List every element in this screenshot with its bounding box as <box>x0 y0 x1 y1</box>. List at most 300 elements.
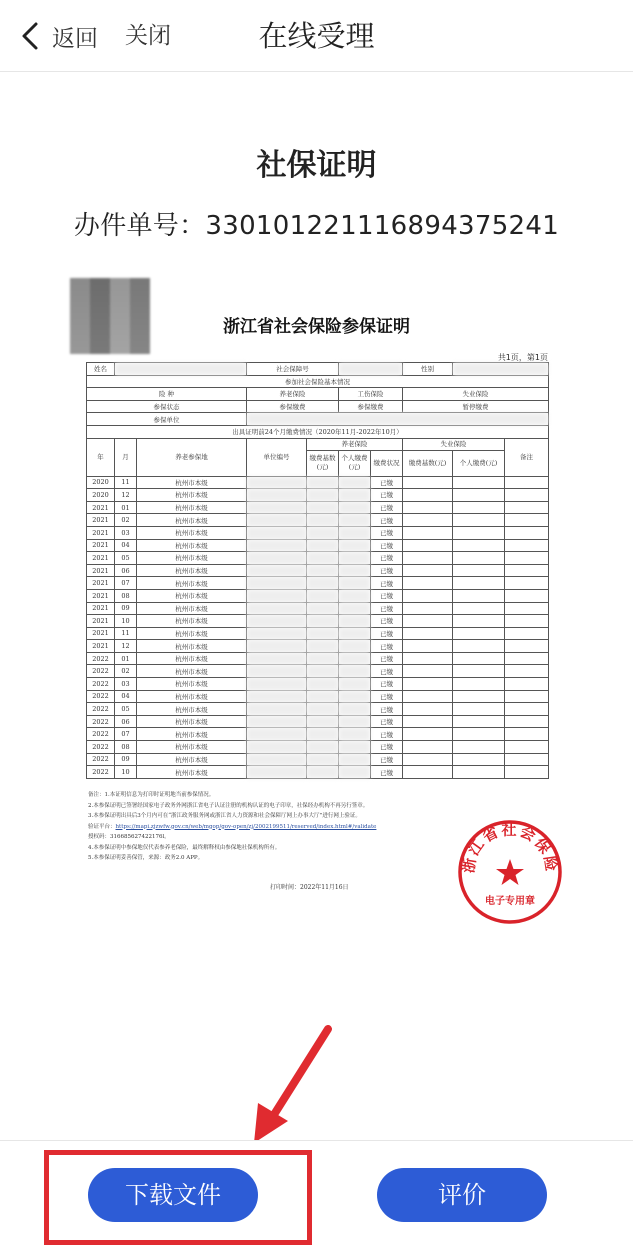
cell-year: 2021 <box>87 602 115 615</box>
cell-year: 2021 <box>87 627 115 640</box>
bottom-action-bar <box>0 1140 633 1251</box>
cell-unit-no <box>247 514 307 527</box>
page-info: 共1页，第1页 <box>497 353 548 362</box>
cell-remark <box>505 577 549 590</box>
table-row <box>87 552 549 565</box>
cell-year: 2022 <box>87 703 115 716</box>
cell-u-base <box>403 678 453 691</box>
table-row <box>87 652 549 665</box>
cell-status: 已缴 <box>371 741 403 754</box>
official-seal-icon <box>455 817 565 927</box>
cell-personal <box>339 678 371 691</box>
rate-button[interactable]: 评价 <box>377 1168 547 1222</box>
download-file-button[interactable]: 下载文件 <box>88 1168 258 1222</box>
cell-personal <box>339 741 371 754</box>
cell-remark <box>505 741 549 754</box>
cell-year: 2022 <box>87 728 115 741</box>
cell-month: 04 <box>115 690 137 703</box>
cell-status: 已缴 <box>371 766 403 779</box>
cell-place: 杭州市本级 <box>137 703 247 716</box>
cell-u-base <box>403 703 453 716</box>
note-verify <box>88 822 478 833</box>
cell-place: 杭州市本级 <box>137 741 247 754</box>
cell-personal <box>339 602 371 615</box>
cell-remark <box>505 514 549 527</box>
cell-unit-no <box>247 728 307 741</box>
cell-u-personal <box>453 627 505 640</box>
cell-personal <box>339 526 371 539</box>
cell-remark <box>505 665 549 678</box>
document-title: 社保证明 <box>256 148 377 183</box>
col-u-base: 缴费基数(元) <box>403 450 453 476</box>
cell-personal <box>339 766 371 779</box>
cell-year: 2022 <box>87 766 115 779</box>
cell-personal <box>339 615 371 628</box>
cell-month: 10 <box>115 766 137 779</box>
back-label: 返回 <box>52 25 98 52</box>
cell-u-personal <box>453 703 505 716</box>
cell-status: 已缴 <box>371 753 403 766</box>
cell-place: 杭州市本级 <box>137 552 247 565</box>
pension-label: 养老保险 <box>247 388 339 401</box>
cell-u-base <box>403 489 453 502</box>
nav-bar <box>0 0 633 72</box>
col-month: 月 <box>115 438 137 476</box>
unemployment-label: 失业保险 <box>403 388 549 401</box>
cell-personal <box>339 640 371 653</box>
cell-u-personal <box>453 602 505 615</box>
cell-place: 杭州市本级 <box>137 627 247 640</box>
cell-unit-no <box>247 715 307 728</box>
cell-base <box>307 627 339 640</box>
order-number-label: 办件单号： <box>73 211 206 241</box>
cell-personal <box>339 753 371 766</box>
cell-year: 2022 <box>87 715 115 728</box>
cell-year: 2021 <box>87 539 115 552</box>
cell-status: 已缴 <box>371 552 403 565</box>
table-row <box>87 564 549 577</box>
cell-status: 已缴 <box>371 501 403 514</box>
cell-u-base <box>403 652 453 665</box>
cell-status: 已缴 <box>371 602 403 615</box>
cell-remark <box>505 602 549 615</box>
order-number <box>0 205 633 242</box>
cell-year: 2020 <box>87 476 115 489</box>
pension-status: 参保缴费 <box>247 400 339 413</box>
note-2: 2.本参保证明已签署经国家电子政务外网浙江省电子认证注册的机构认证的电子印章，社保经办机构不再另行签章。 <box>88 802 369 809</box>
cell-personal <box>339 564 371 577</box>
injury-label: 工伤保险 <box>339 388 403 401</box>
cell-personal <box>339 703 371 716</box>
cell-remark <box>505 766 549 779</box>
cell-base <box>307 589 339 602</box>
cell-month: 08 <box>115 741 137 754</box>
cell-base <box>307 678 339 691</box>
cell-year: 2021 <box>87 577 115 590</box>
cell-u-base <box>403 766 453 779</box>
cell-year: 2021 <box>87 514 115 527</box>
col-status: 缴费状况 <box>371 450 403 476</box>
col-u-personal: 个人缴费(元) <box>453 450 505 476</box>
table-row <box>87 753 549 766</box>
cell-month: 02 <box>115 665 137 678</box>
table-row <box>87 501 549 514</box>
cell-month: 06 <box>115 715 137 728</box>
cell-year: 2022 <box>87 665 115 678</box>
cell-personal <box>339 552 371 565</box>
unit-label: 参保单位 <box>87 413 247 426</box>
cell-remark <box>505 615 549 628</box>
cell-place: 杭州市本级 <box>137 715 247 728</box>
cell-personal <box>339 627 371 640</box>
cell-place: 杭州市本级 <box>137 489 247 502</box>
cell-year: 2021 <box>87 564 115 577</box>
cell-month: 01 <box>115 501 137 514</box>
cell-status: 已缴 <box>371 640 403 653</box>
cell-month: 02 <box>115 514 137 527</box>
cell-personal <box>339 501 371 514</box>
cell-remark <box>505 627 549 640</box>
gender-value <box>453 363 549 376</box>
cell-place: 杭州市本级 <box>137 728 247 741</box>
cell-u-base <box>403 627 453 640</box>
cell-personal <box>339 539 371 552</box>
cell-base <box>307 552 339 565</box>
cell-personal <box>339 476 371 489</box>
cell-u-personal <box>453 501 505 514</box>
cell-u-personal <box>453 728 505 741</box>
cell-place: 杭州市本级 <box>137 615 247 628</box>
table-row <box>87 741 549 754</box>
cell-status: 已缴 <box>371 690 403 703</box>
cell-u-base <box>403 715 453 728</box>
cell-month: 05 <box>115 703 137 716</box>
cell-base <box>307 526 339 539</box>
table-row <box>87 589 549 602</box>
cell-status: 已缴 <box>371 715 403 728</box>
cell-place: 杭州市本级 <box>137 665 247 678</box>
cell-status: 已缴 <box>371 564 403 577</box>
cell-base <box>307 514 339 527</box>
cell-base <box>307 753 339 766</box>
cell-place: 杭州市本级 <box>137 564 247 577</box>
cell-unit-no <box>247 678 307 691</box>
cell-u-base <box>403 615 453 628</box>
cell-year: 2021 <box>87 501 115 514</box>
cell-unit-no <box>247 703 307 716</box>
cell-u-base <box>403 564 453 577</box>
cell-base <box>307 489 339 502</box>
id-label: 社会保障号 <box>247 363 339 376</box>
cell-u-base <box>403 501 453 514</box>
cell-status: 已缴 <box>371 665 403 678</box>
cell-unit-no <box>247 489 307 502</box>
cell-month: 07 <box>115 577 137 590</box>
cell-place: 杭州市本级 <box>137 678 247 691</box>
basic-info-caption: 参加社会保险基本情况 <box>87 375 549 388</box>
cell-u-personal <box>453 539 505 552</box>
notes <box>88 790 478 864</box>
cell-u-base <box>403 728 453 741</box>
insurance-table <box>86 362 549 779</box>
table-row <box>87 615 549 628</box>
cell-year: 2022 <box>87 652 115 665</box>
cell-u-personal <box>453 615 505 628</box>
cell-place: 杭州市本级 <box>137 476 247 489</box>
cell-year: 2022 <box>87 678 115 691</box>
note-5: 5.本参保证明妥善保管，来源：政务2.0 APP。 <box>88 855 204 861</box>
cell-place: 杭州市本级 <box>137 766 247 779</box>
cell-unit-no <box>247 627 307 640</box>
note-4: 4.本参保证明中参保地仅代表参养老保险，最终解释权由参保地社保机构所有。 <box>88 844 281 851</box>
cell-status: 已缴 <box>371 627 403 640</box>
cell-place: 杭州市本级 <box>137 640 247 653</box>
cell-unit-no <box>247 640 307 653</box>
back-button[interactable] <box>18 16 98 56</box>
cell-u-base <box>403 602 453 615</box>
cell-u-personal <box>453 564 505 577</box>
verify-label: 验证平台： <box>88 823 116 830</box>
cell-month: 09 <box>115 753 137 766</box>
table-row <box>87 514 549 527</box>
cell-u-personal <box>453 665 505 678</box>
table-row <box>87 526 549 539</box>
cell-base <box>307 602 339 615</box>
cell-u-base <box>403 476 453 489</box>
name-label: 姓名 <box>87 363 115 376</box>
cell-status: 已缴 <box>371 703 403 716</box>
cell-personal <box>339 728 371 741</box>
table-row <box>87 577 549 590</box>
cell-u-personal <box>453 640 505 653</box>
cell-remark <box>505 539 549 552</box>
cell-year: 2021 <box>87 589 115 602</box>
cell-year: 2020 <box>87 489 115 502</box>
cell-unit-no <box>247 602 307 615</box>
cell-u-personal <box>453 766 505 779</box>
chevron-left-icon <box>18 21 42 51</box>
cell-u-base <box>403 690 453 703</box>
cell-status: 已缴 <box>371 589 403 602</box>
cell-base <box>307 665 339 678</box>
cell-remark <box>505 552 549 565</box>
cell-u-base <box>403 514 453 527</box>
cell-personal <box>339 665 371 678</box>
cell-unit-no <box>247 564 307 577</box>
cell-month: 10 <box>115 615 137 628</box>
cell-base <box>307 640 339 653</box>
page-title: 在线受理 <box>258 19 375 53</box>
cell-u-personal <box>453 715 505 728</box>
verify-link[interactable]: https://mapi.zjzwfw.gov.cn/web/mgop/gov-open/zj/2002199511/reserved/index.html#/validate <box>115 823 377 830</box>
cell-year: 2022 <box>87 753 115 766</box>
table-row <box>87 489 549 502</box>
cell-unit-no <box>247 539 307 552</box>
table-row <box>87 665 549 678</box>
cell-remark <box>505 652 549 665</box>
cell-place: 杭州市本级 <box>137 652 247 665</box>
cell-month: 04 <box>115 539 137 552</box>
cell-unit-no <box>247 577 307 590</box>
col-personal: 个人缴费(元) <box>339 450 371 476</box>
cell-u-personal <box>453 652 505 665</box>
cell-remark <box>505 476 549 489</box>
cell-remark <box>505 640 549 653</box>
cell-status: 已缴 <box>371 577 403 590</box>
cell-base <box>307 564 339 577</box>
order-number-value: 330101221116894375241 <box>205 211 560 241</box>
cell-year: 2021 <box>87 640 115 653</box>
cell-u-base <box>403 589 453 602</box>
col-place: 养老参保地 <box>137 438 247 476</box>
cell-month: 11 <box>115 627 137 640</box>
cell-u-base <box>403 539 453 552</box>
cell-base <box>307 703 339 716</box>
cell-base <box>307 715 339 728</box>
col-unemployment-group: 失业保险 <box>403 438 505 450</box>
table-row <box>87 476 549 489</box>
note-auth-code: 授权码：316685627422176l。 <box>88 834 170 840</box>
cell-place: 杭州市本级 <box>137 589 247 602</box>
cell-remark <box>505 589 549 602</box>
cell-u-personal <box>453 690 505 703</box>
cell-personal <box>339 690 371 703</box>
cell-u-base <box>403 753 453 766</box>
cell-status: 已缴 <box>371 489 403 502</box>
cell-status: 已缴 <box>371 728 403 741</box>
name-value <box>115 363 247 376</box>
cell-u-personal <box>453 526 505 539</box>
cell-place: 杭州市本级 <box>137 526 247 539</box>
injury-status: 参保缴费 <box>339 400 403 413</box>
status-label: 参保状态 <box>87 400 247 413</box>
col-base: 缴费基数(元) <box>307 450 339 476</box>
cell-base <box>307 539 339 552</box>
table-row <box>87 640 549 653</box>
cell-remark <box>505 489 549 502</box>
cell-personal <box>339 489 371 502</box>
cell-unit-no <box>247 552 307 565</box>
cell-month: 01 <box>115 652 137 665</box>
cell-personal <box>339 589 371 602</box>
cell-unit-no <box>247 589 307 602</box>
cell-remark <box>505 703 549 716</box>
cell-place: 杭州市本级 <box>137 690 247 703</box>
cell-base <box>307 476 339 489</box>
insurance-type-label: 险 种 <box>87 388 247 401</box>
cell-month: 03 <box>115 526 137 539</box>
col-unit-no: 单位编号 <box>247 438 307 476</box>
close-button[interactable]: 关闭 <box>125 23 171 49</box>
cell-month: 08 <box>115 589 137 602</box>
cell-u-base <box>403 665 453 678</box>
table-row <box>87 766 549 779</box>
cell-u-personal <box>453 514 505 527</box>
cell-place: 杭州市本级 <box>137 501 247 514</box>
certificate-preview[interactable] <box>60 272 573 907</box>
col-year: 年 <box>87 438 115 476</box>
cell-base <box>307 766 339 779</box>
table-row <box>87 728 549 741</box>
cell-remark <box>505 715 549 728</box>
cell-year: 2021 <box>87 615 115 628</box>
cell-u-base <box>403 552 453 565</box>
cell-unit-no <box>247 501 307 514</box>
table-row <box>87 539 549 552</box>
certificate-title: 浙江省社会保险参保证明 <box>223 317 410 337</box>
col-pension-group: 养老保险 <box>307 438 403 450</box>
cell-unit-no <box>247 615 307 628</box>
cell-unit-no <box>247 526 307 539</box>
cell-year: 2021 <box>87 552 115 565</box>
unit-value <box>247 413 549 426</box>
cell-place: 杭州市本级 <box>137 577 247 590</box>
cell-base <box>307 615 339 628</box>
cell-remark <box>505 753 549 766</box>
cell-u-base <box>403 577 453 590</box>
cell-status: 已缴 <box>371 476 403 489</box>
cell-u-personal <box>453 753 505 766</box>
cell-unit-no <box>247 741 307 754</box>
table-row <box>87 678 549 691</box>
col-remark: 备注 <box>505 438 549 476</box>
cell-unit-no <box>247 476 307 489</box>
cell-u-personal <box>453 577 505 590</box>
cell-month: 11 <box>115 476 137 489</box>
table-row <box>87 690 549 703</box>
cell-month: 12 <box>115 640 137 653</box>
seal-bottom-text: 电子专用章 <box>485 896 535 907</box>
cell-status: 已缴 <box>371 514 403 527</box>
cell-personal <box>339 514 371 527</box>
table-row <box>87 715 549 728</box>
cell-personal <box>339 577 371 590</box>
cell-month: 06 <box>115 564 137 577</box>
cell-u-personal <box>453 678 505 691</box>
cell-place: 杭州市本级 <box>137 602 247 615</box>
cell-remark <box>505 526 549 539</box>
gender-label: 性别 <box>403 363 453 376</box>
cell-base <box>307 690 339 703</box>
cell-remark <box>505 728 549 741</box>
cell-remark <box>505 690 549 703</box>
cell-place: 杭州市本级 <box>137 753 247 766</box>
print-time: 打印时间：2022年11月16日 <box>270 884 349 891</box>
cell-u-base <box>403 640 453 653</box>
cell-base <box>307 577 339 590</box>
cell-month: 12 <box>115 489 137 502</box>
period-caption: 出具证明前24个月缴费情况（2020年11月-2022年10月） <box>87 425 549 438</box>
cell-base <box>307 652 339 665</box>
payment-rows <box>87 476 549 778</box>
cell-month: 03 <box>115 678 137 691</box>
cell-u-base <box>403 741 453 754</box>
cell-year: 2022 <box>87 690 115 703</box>
note-3: 3.本参保证明出具后3个月内可在“浙江政务服务网或浙江省人力资源和社会保障厅网上办事大厅”进行网上验证。 <box>88 813 361 819</box>
cell-status: 已缴 <box>371 526 403 539</box>
cell-remark <box>505 501 549 514</box>
cell-base <box>307 728 339 741</box>
cell-month: 09 <box>115 602 137 615</box>
seal-text: 浙江省社会保险 <box>459 820 561 875</box>
cell-u-personal <box>453 741 505 754</box>
cell-u-base <box>403 526 453 539</box>
cell-u-personal <box>453 476 505 489</box>
cell-unit-no <box>247 690 307 703</box>
cell-year: 2022 <box>87 741 115 754</box>
unemployment-status: 暂停缴费 <box>403 400 549 413</box>
cell-year: 2021 <box>87 526 115 539</box>
